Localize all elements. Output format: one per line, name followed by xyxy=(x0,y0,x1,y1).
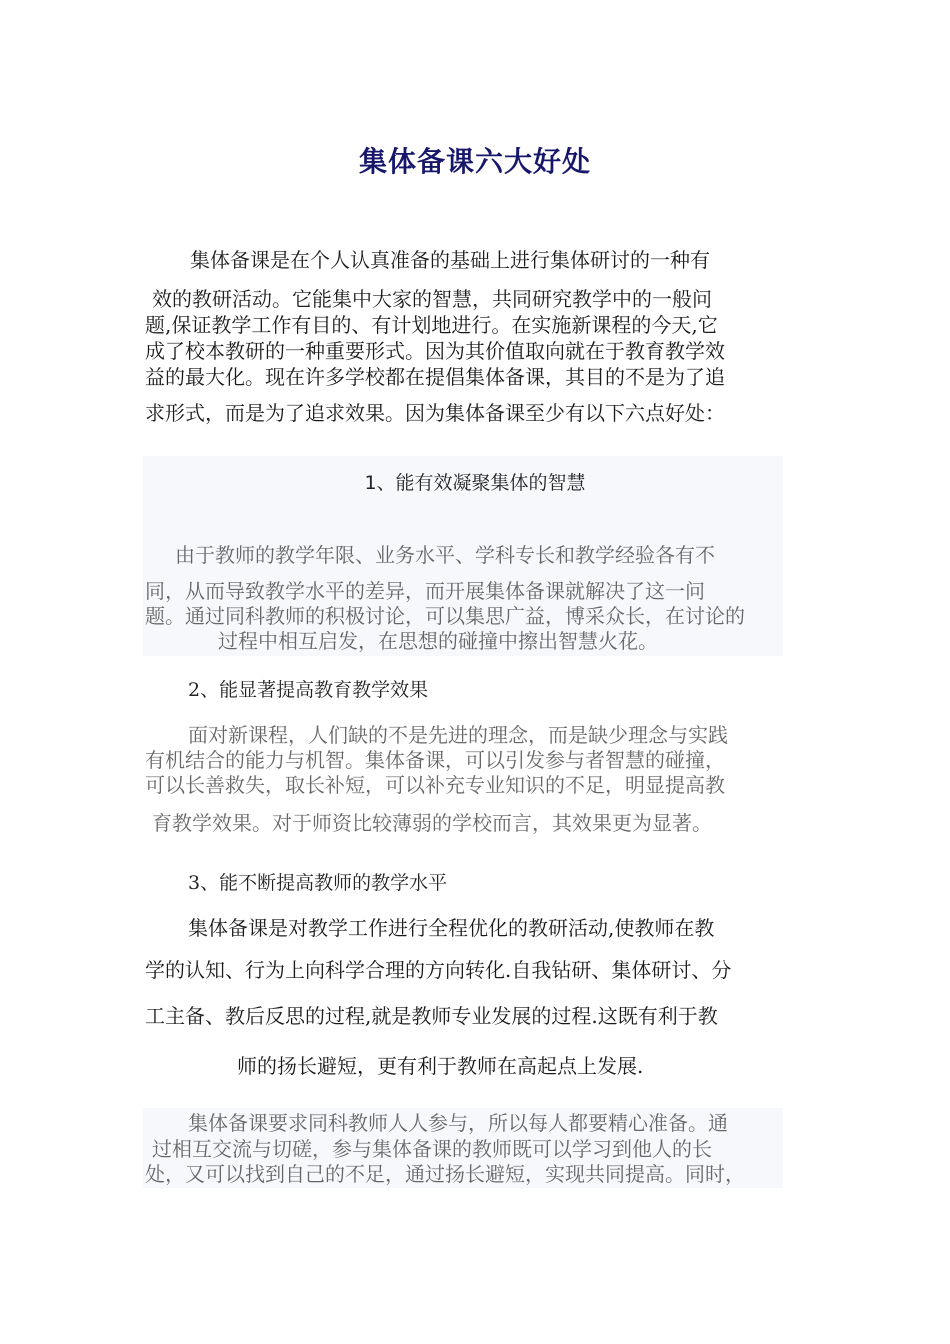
section-2-line-4: 育教学效果。对于师资比较薄弱的学校而言，其效果更为显著。 xyxy=(152,811,712,835)
section-4-line-1: 集体备课要求同科教师人人参与，所以每人都要精心准备。通 xyxy=(188,1111,728,1135)
intro-line-3: 题,保证教学工作有目的、有计划地进行。在实施新课程的今天,它 xyxy=(145,313,718,337)
section-2-line-3: 可以长善救失，取长补短，可以补充专业知识的不足，明显提高教 xyxy=(145,773,725,797)
intro-line-6: 求形式，而是为了追求效果。因为集体备课至少有以下六点好处： xyxy=(145,401,725,425)
section-1-line-2: 同，从而导致教学水平的差异，而开展集体备课就解决了这一问 xyxy=(145,579,705,603)
section-4-line-2: 过相互交流与切磋，参与集体备课的教师既可以学习到他人的长 xyxy=(152,1137,712,1161)
intro-line-4: 成了校本教研的一种重要形式。因为其价值取向就在于教育教学效 xyxy=(145,339,725,363)
section-3-heading: 3、能不断提高教师的教学水平 xyxy=(188,872,448,894)
section-2-line-1: 面对新课程，人们缺的不是先进的理念，而是缺少理念与实践 xyxy=(188,723,728,747)
section-2-line-2: 有机结合的能力与机智。集体备课，可以引发参与者智慧的碰撞， xyxy=(145,748,725,772)
section-3-line-3: 工主备、教后反思的过程,就是教师专业发展的过程.这既有利于教 xyxy=(145,1004,718,1028)
section-2-heading: 2、能显著提高教育教学效果 xyxy=(188,679,429,701)
intro-line-5: 益的最大化。现在许多学校都在提倡集体备课，其目的不是为了追 xyxy=(145,365,725,389)
section-4-line-3: 处，又可以找到自己的不足，通过扬长避短，实现共同提高。同时， xyxy=(145,1162,745,1186)
section-3-line-4: 师的扬长避短，更有利于教师在高起点上发展. xyxy=(237,1054,644,1078)
section-1-line-4: 过程中相互启发，在思想的碰撞中擦出智慧火花。 xyxy=(218,629,658,653)
intro-line-1: 集体备课是在个人认真准备的基础上进行集体研讨的一种有 xyxy=(190,248,710,272)
section-1-line-1: 由于教师的教学年限、业务水平、学科专长和教学经验各有不 xyxy=(175,543,715,567)
intro-line-2: 效的教研活动。它能集中大家的智慧，共同研究教学中的一般问 xyxy=(152,287,712,311)
section-1-heading: 1、能有效凝聚集体的智慧 xyxy=(364,472,586,494)
page-title: 集体备课六大好处 xyxy=(358,145,591,178)
section-3-line-2: 学的认知、行为上向科学合理的方向转化.自我钻研、集体研讨、分 xyxy=(145,958,732,982)
section-1-line-3: 题。通过同科教师的积极讨论，可以集思广益，博采众长，在讨论的 xyxy=(145,604,745,628)
section-3-line-1: 集体备课是对教学工作进行全程优化的教研活动,使教师在教 xyxy=(188,916,715,940)
